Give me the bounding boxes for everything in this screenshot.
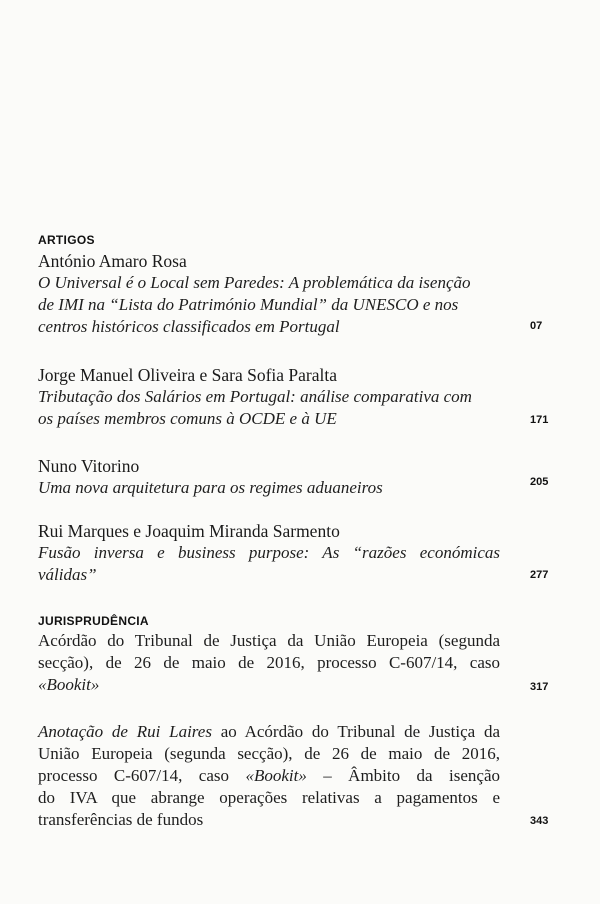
entry-text-line: União Europeia (segunda secção), de 26 de maio de 2016, [38, 744, 500, 763]
entry-title-line: os países membros comuns à OCDE e à UE [38, 409, 337, 428]
toc-entry [38, 364, 500, 430]
entry-author: Rui Marques e Joaquim Miranda Sarmento [38, 521, 340, 541]
entry-author: Jorge Manuel Oliveira e Sara Sofia Paralta [38, 365, 338, 385]
entry-text-line [38, 765, 500, 787]
entry-page-number: 171 [530, 414, 549, 426]
entry-page-number: 317 [530, 681, 549, 693]
section-heading-artigos: ARTIGOS [38, 233, 95, 247]
entry-title-line: válidas” [38, 565, 97, 584]
toc-entry [38, 455, 500, 499]
section-heading-jurisprudencia: JURISPRUDÊNCIA [38, 614, 149, 628]
entry-title-line: Uma nova arquitetura para os regimes aduaneiros [38, 478, 383, 497]
entry-text-line: transferências de fundos [38, 810, 204, 829]
entry-text-span: processo C-607/14, caso [38, 766, 246, 785]
entry-text-span: ao Acórdão do Tribunal de Justiça da [211, 722, 500, 741]
entry-page-number: 343 [530, 815, 549, 827]
entry-text-span: – Âmbito da isenção [306, 766, 500, 785]
entry-text-line [38, 721, 500, 743]
toc-entry [38, 520, 500, 586]
toc-entry [38, 721, 500, 831]
entry-text-line: secção), de 26 de maio de 2016, processo C-607/14, caso [38, 653, 500, 672]
entry-page-number: 277 [530, 569, 549, 581]
case-name-italic: «Bookit» [245, 766, 307, 785]
entry-title-line: «Bookit» [38, 675, 100, 694]
toc-entry [38, 250, 500, 338]
entry-title-line: Fusão inversa e business purpose: As “razões económicas [38, 543, 500, 562]
entry-page-number: 07 [530, 320, 543, 332]
annotation-author-italic: Anotação de Rui Laires [38, 722, 212, 741]
entry-author: Nuno Vitorino [38, 456, 140, 476]
entry-page-number: 205 [530, 476, 549, 488]
entry-title-line: Tributação dos Salários em Portugal: análise comparativa com [38, 387, 472, 406]
entry-author: António Amaro Rosa [38, 251, 187, 271]
entry-title-line: O Universal é o Local sem Paredes: A problemática da isenção [38, 273, 471, 292]
entry-title-line: de IMI na “Lista do Património Mundial” da UNESCO e nos [38, 295, 459, 314]
toc-entry [38, 630, 500, 696]
entry-title-line: centros históricos classificados em Portugal [38, 317, 340, 336]
entry-text-line: do IVA que abrange operações relativas a pagamentos e [38, 788, 500, 807]
entry-text-line: Acórdão do Tribunal de Justiça da União Europeia (segunda [38, 631, 500, 650]
